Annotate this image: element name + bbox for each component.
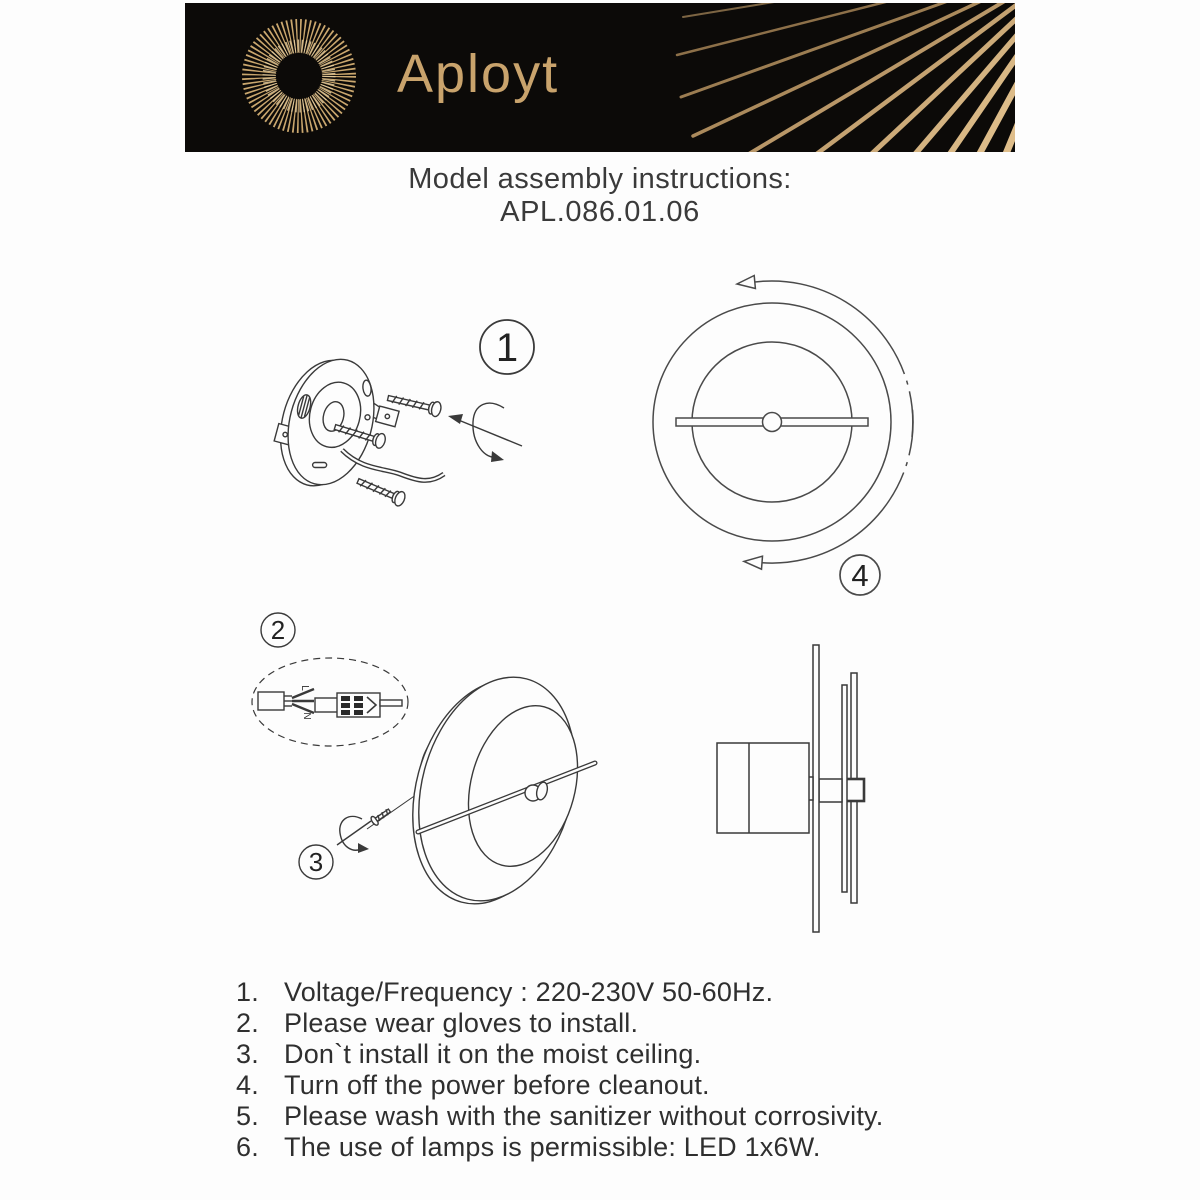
item-number: 6.	[236, 1132, 259, 1162]
screw-icon	[355, 474, 407, 507]
item-text: Turn off the power before cleanout.	[284, 1070, 710, 1100]
step3-number: 3	[308, 847, 324, 877]
diagram-step1-mounting-plate	[270, 310, 550, 525]
rotate-screw-icon	[337, 816, 371, 853]
list-item	[230, 1008, 1050, 1039]
page-title: Model assembly instructions:	[408, 163, 792, 195]
diagram-step4-rotation	[620, 262, 990, 602]
item-number: 5.	[236, 1101, 259, 1131]
lamp-disc	[389, 659, 599, 921]
item-number: 3.	[236, 1039, 259, 1069]
hub-block-front	[819, 779, 842, 802]
front-disc-edge	[813, 645, 819, 932]
wire-label-neutral: N	[301, 712, 312, 720]
step1-number: 1	[495, 326, 519, 370]
list-item	[230, 1132, 1050, 1163]
item-text: The use of lamps is permissible: LED 1x6W.	[284, 1132, 821, 1162]
item-number: 4.	[236, 1070, 259, 1100]
center-hub	[763, 413, 782, 432]
header-banner	[185, 3, 1015, 152]
wall-cylinder	[717, 743, 809, 833]
wire-label-live: L	[299, 685, 310, 691]
instruction-list	[230, 977, 1050, 1163]
screw-icon	[370, 806, 393, 826]
diagram-step2-3-wiring-and-fixing	[245, 600, 635, 935]
rotation-arrow-bottom	[744, 410, 913, 570]
model-number: APL.086.01.06	[500, 196, 700, 228]
diagram-side-view	[700, 640, 890, 940]
list-item	[230, 1070, 1050, 1101]
list-item	[230, 977, 1050, 1008]
item-text: Voltage/Frequency : 220-230V 50-60Hz.	[284, 977, 774, 1007]
hub-block-rear	[846, 779, 864, 801]
item-number: 2.	[236, 1008, 259, 1038]
item-text: Please wash with the sanitizer without corrosivity.	[284, 1101, 884, 1131]
step4-number: 4	[851, 558, 869, 593]
brand-name: Aployt	[397, 44, 560, 104]
step2-number: 2	[270, 615, 286, 645]
list-item	[230, 1101, 1050, 1132]
rotate-screw-icon	[448, 403, 522, 462]
list-item	[230, 1039, 1050, 1070]
rotation-arrow-top	[737, 276, 913, 438]
title-block	[0, 163, 1200, 229]
item-number: 1.	[236, 977, 259, 1007]
item-text: Please wear gloves to install.	[284, 1008, 639, 1038]
item-text: Don`t install it on the moist ceiling.	[284, 1039, 702, 1069]
wire-connector-detail	[252, 658, 408, 746]
corner-rays-icon	[185, 3, 1015, 152]
